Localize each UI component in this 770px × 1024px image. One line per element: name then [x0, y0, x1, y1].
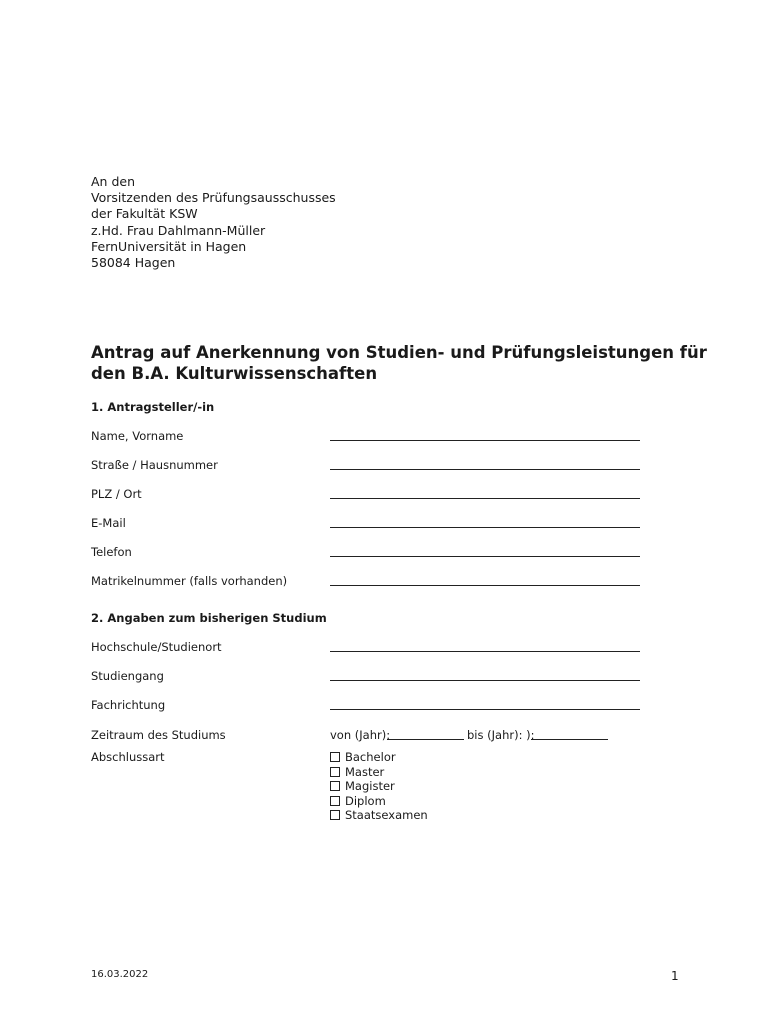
field-label-zip-city: PLZ / Ort	[91, 487, 142, 501]
address-line: FernUniversität in Hagen	[91, 238, 247, 254]
checkbox-icon[interactable]	[330, 767, 340, 777]
degree-options	[330, 750, 428, 823]
field-label-subject: Fachrichtung	[91, 698, 166, 712]
field-label-name: Name, Vorname	[91, 429, 184, 443]
checkbox-icon[interactable]	[330, 810, 340, 820]
field-line-phone[interactable]	[330, 556, 640, 557]
period-from-line[interactable]	[387, 739, 464, 740]
address-line: 58084 Hagen	[91, 255, 176, 271]
degree-option-magister[interactable]	[330, 779, 428, 794]
field-line-course[interactable]	[330, 680, 640, 681]
period-from-label: von (Jahr):	[330, 728, 391, 742]
recipient-address	[91, 174, 336, 271]
field-label-phone: Telefon	[91, 545, 132, 559]
address-line: An den	[91, 174, 135, 189]
degree-option-bachelor[interactable]	[330, 750, 428, 765]
field-line-name[interactable]	[330, 440, 640, 441]
field-label-course: Studiengang	[91, 669, 164, 683]
field-line-email[interactable]	[330, 527, 640, 528]
section-2-heading: 2. Angaben zum bisherigen Studium	[91, 611, 327, 625]
field-label-email: E-Mail	[91, 516, 126, 530]
address-line: z.Hd. Frau Dahlmann-Müller	[91, 222, 266, 238]
checkbox-icon[interactable]	[330, 796, 340, 806]
field-line-zip-city[interactable]	[330, 498, 640, 499]
degree-option-diplom[interactable]	[330, 794, 428, 809]
degree-option-label: Magister	[345, 779, 395, 794]
degree-option-staatsexamen[interactable]	[330, 808, 428, 823]
checkbox-icon[interactable]	[330, 752, 340, 762]
page-number: 1	[671, 969, 679, 983]
period-to-label: bis (Jahr): ):	[467, 728, 535, 742]
field-line-street[interactable]	[330, 469, 640, 470]
document-title: Antrag auf Anerkennung von Studien- und Prüfungsleistungen für den B.A. Kulturwissenschaften	[91, 343, 707, 383]
degree-option-label: Master	[345, 764, 385, 779]
degree-option-label: Staatsexamen	[345, 808, 428, 823]
degree-option-master[interactable]	[330, 765, 428, 780]
degree-option-label: Bachelor	[345, 750, 396, 765]
field-line-university[interactable]	[330, 651, 640, 652]
degree-option-label: Diplom	[345, 793, 386, 808]
footer-date: 16.03.2022	[91, 969, 149, 980]
field-label-matriculation: Matrikelnummer (falls vorhanden)	[91, 574, 288, 588]
field-label-period: Zeitraum des Studiums	[91, 728, 226, 742]
field-line-matriculation[interactable]	[330, 585, 640, 586]
field-line-subject[interactable]	[330, 709, 640, 710]
field-label-degree: Abschlussart	[91, 750, 165, 764]
address-line: Vorsitzenden des Prüfungsausschusses	[91, 190, 336, 206]
address-line: der Fakultät KSW	[91, 206, 198, 222]
period-to-line[interactable]	[531, 739, 608, 740]
section-1-heading: 1. Antragsteller/-in	[91, 400, 215, 414]
field-label-street: Straße / Hausnummer	[91, 458, 218, 472]
checkbox-icon[interactable]	[330, 781, 340, 791]
field-label-university: Hochschule/Studienort	[91, 640, 222, 654]
